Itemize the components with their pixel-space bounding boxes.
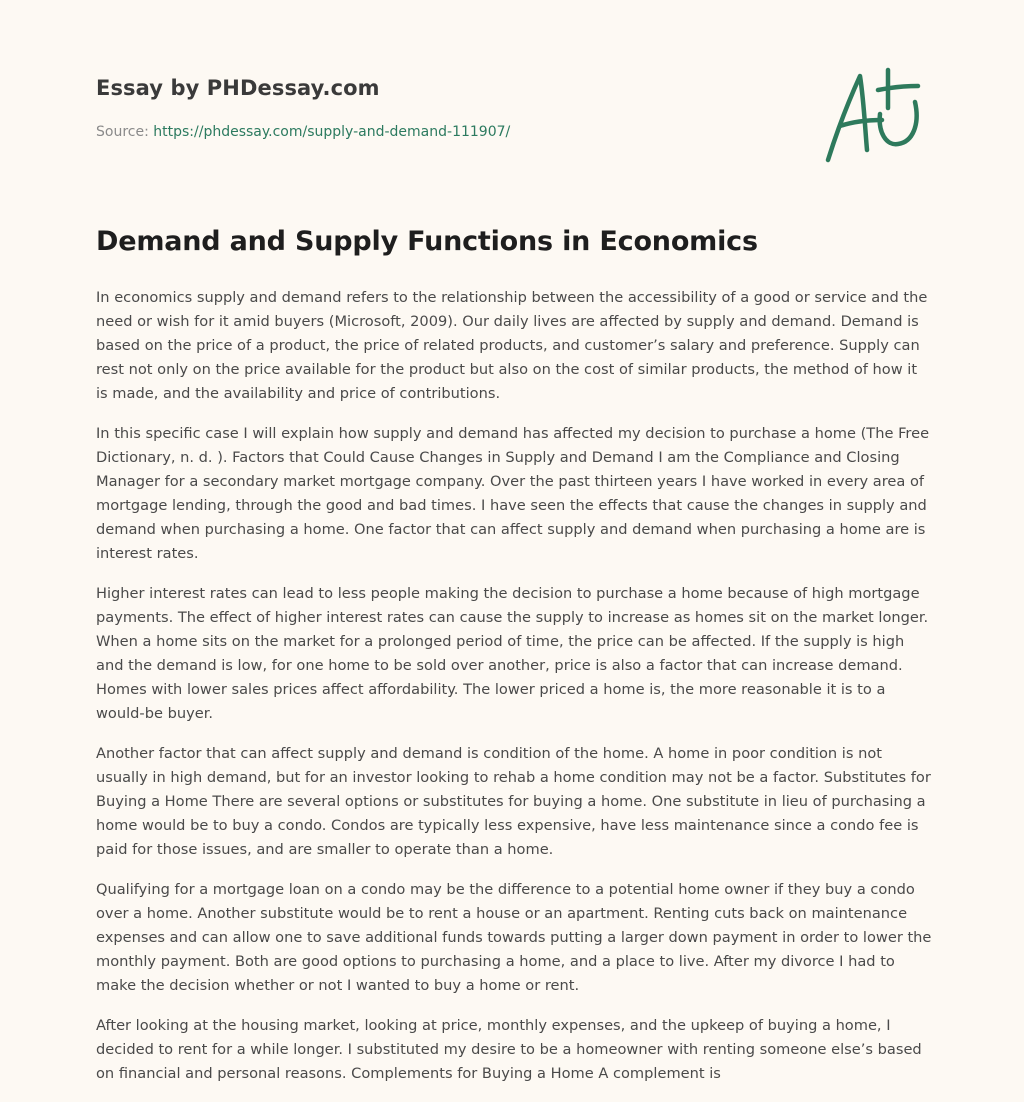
essay-paragraph: Another factor that can affect supply and demand is condition of the home. A home in poor condition is not usually in high demand, but for an investor looking to rehab a home condition may not be a factor. Substitutes for Buying a Home There are several options or substitutes for buying a home. One substitute in lieu of purchasing a home would be to buy a condo. Condos are typically less expensive, have less maintenance since a condo fee is paid for those issues, and are smaller to operate than a home. (96, 745, 931, 858)
source-link[interactable]: https://phdessay.com/supply-and-demand-111907/ (153, 124, 511, 140)
essay-paragraph: In this specific case I will explain how supply and demand has affected my decision to purchase a home (The Free Dictionary, n. d. ). Factors that Could Cause Changes in Supply and Demand I am the Compliance and Closing Manager for a secondary market mortgage company. Over the past thirteen years I have worked in every area of mortgage lending, through the good and bad times. I have seen the effects that cause the changes in supply and demand when purchasing a home. One factor that can affect supply and demand when purchasing a home are is interest rates. (96, 425, 930, 562)
source-label: Source: (96, 124, 154, 140)
essay-paragraph: After looking at the housing market, looking at price, monthly expenses, and the upkeep of buying a home, I decided to rent for a while longer. I substituted my desire to be a homeowner with renting someone else’s based on financial and personal reasons. Complements for Buying a Home A complement is (96, 1017, 922, 1082)
source-line (96, 124, 510, 140)
essay-paragraph: Higher interest rates can lead to less people making the decision to purchase a home because of high mortgage payments. The effect of higher interest rates can cause the supply to increase as homes sit on the market longer. When a home sits on the market for a prolonged period of time, the price can be affected. If the supply is high and the demand is low, for one home to be sold over another, price is also a factor that can increase demand. Homes with lower sales prices affect affordability. The lower priced a home is, the more reasonable it is to a would-be buyer. (96, 585, 929, 722)
essay-paragraph: Qualifying for a mortgage loan on a condo may be the difference to a potential home owner if they buy a condo over a home. Another substitute would be to rent a house or an apartment. Renting cuts back on maintenance expenses and can allow one to save additional funds towards putting a larger down payment in order to lower the monthly payment. Both are good options to purchasing a home, and a place to live. After my divorce I had to make the decision whether or not I wanted to buy a home or rent. (96, 881, 932, 994)
site-brand: Essay by PHDessay.com (96, 76, 380, 100)
essay-body (96, 286, 932, 1102)
essay-title: Demand and Supply Functions in Economics (96, 226, 758, 257)
essay-paragraph: In economics supply and demand refers to the relationship between the accessibility of a good or service and the need or wish for it amid buyers (Microsoft, 2009). Our daily lives are affected by supply and demand. Demand is based on the price of a product, the price of related products, and customer’s salary and preference. Supply can rest not only on the price available for the product but also on the cost of similar products, the method of how it is made, and the availability and price of contributions. (96, 289, 928, 402)
a-plus-logo-icon (818, 66, 930, 166)
